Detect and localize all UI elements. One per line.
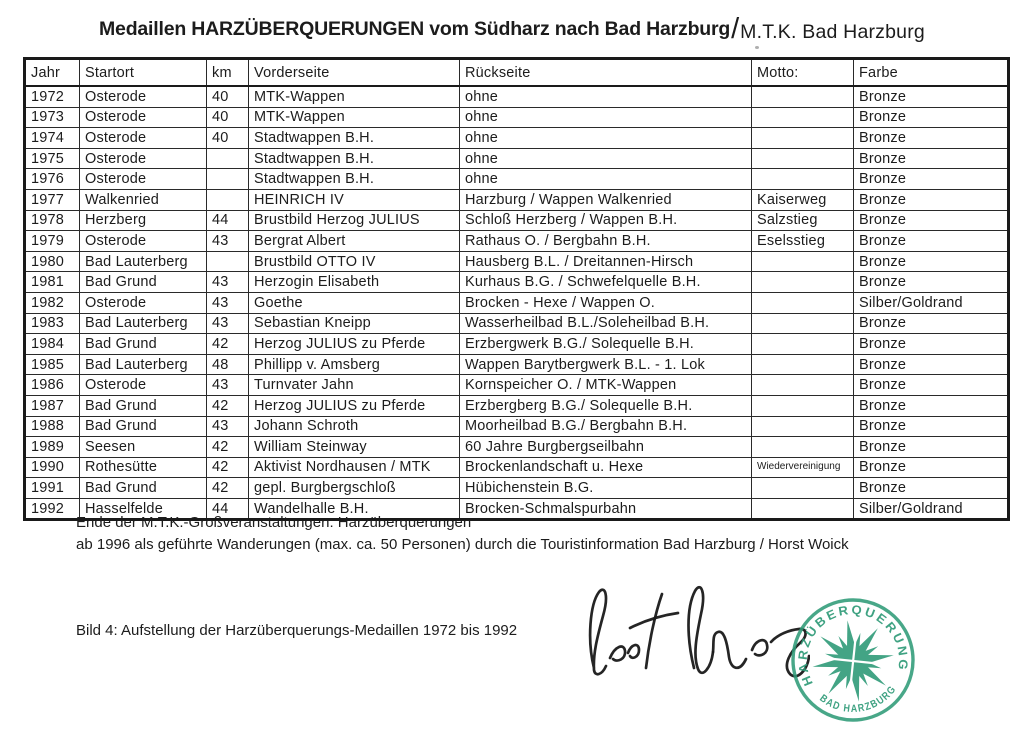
cell-motto: [752, 169, 854, 190]
cell-farbe: Bronze: [854, 210, 1009, 231]
cell-rueckseite: Rathaus O. / Bergbahn B.H.: [460, 231, 752, 252]
table-row: [25, 107, 1009, 128]
cell-farbe: Bronze: [854, 375, 1009, 396]
cell-motto: [752, 313, 854, 334]
cell-vorderseite: HEINRICH IV: [249, 189, 460, 210]
cell-startort: Osterode: [80, 86, 207, 107]
page-title-main: Medaillen HARZÜBERQUERUNGEN vom Südharz nach Bad Harzburg: [99, 18, 731, 40]
cell-vorderseite: Phillipp v. Amsberg: [249, 354, 460, 375]
cell-startort: Rothesütte: [80, 457, 207, 478]
cell-jahr: 1977: [25, 189, 80, 210]
cell-vorderseite: Stadtwappen B.H.: [249, 169, 460, 190]
cell-km: 40: [207, 107, 249, 128]
cell-km: 42: [207, 457, 249, 478]
cell-farbe: Bronze: [854, 395, 1009, 416]
cell-motto: [752, 292, 854, 313]
cell-startort: Osterode: [80, 128, 207, 149]
cell-jahr: 1982: [25, 292, 80, 313]
table-row: [25, 416, 1009, 437]
cell-vorderseite: Herzog JULIUS zu Pferde: [249, 334, 460, 355]
scan-artifact-dot: [755, 46, 759, 49]
cell-motto: Wiedervereinigung: [752, 457, 854, 478]
table-row: [25, 313, 1009, 334]
cell-jahr: 1974: [25, 128, 80, 149]
cell-motto: [752, 437, 854, 458]
cell-km: 43: [207, 416, 249, 437]
signature-stroke: [689, 587, 714, 673]
cell-rueckseite: ohne: [460, 169, 752, 190]
table-row: [25, 189, 1009, 210]
cell-motto: [752, 375, 854, 396]
cell-jahr: 1992: [25, 498, 80, 520]
cell-vorderseite: Herzogin Elisabeth: [249, 272, 460, 293]
table-row: [25, 375, 1009, 396]
stamp-bottom-text: BAD HARZBURG: [817, 682, 900, 716]
cell-motto: [752, 107, 854, 128]
cell-motto: [752, 251, 854, 272]
col-header-jahr: Jahr: [25, 59, 80, 87]
cell-vorderseite: Brustbild OTTO IV: [249, 251, 460, 272]
medal-table-header: [25, 59, 1009, 87]
cell-jahr: 1985: [25, 354, 80, 375]
cell-km: 43: [207, 272, 249, 293]
table-row: [25, 86, 1009, 107]
cell-startort: Osterode: [80, 148, 207, 169]
cell-vorderseite: Brustbild Herzog JULIUS: [249, 210, 460, 231]
col-header-rueckseite: Rückseite: [460, 59, 752, 87]
cell-jahr: 1990: [25, 457, 80, 478]
cell-km: 42: [207, 395, 249, 416]
cell-vorderseite: gepl. Burgbergschloß: [249, 478, 460, 499]
col-header-motto: Motto:: [752, 59, 854, 87]
note-line-1: Ende der M.T.K.-Großveranstaltungen: Harzüberquerungen: [76, 514, 472, 531]
cell-km: 44: [207, 210, 249, 231]
cell-startort: Bad Grund: [80, 395, 207, 416]
cell-farbe: Bronze: [854, 437, 1009, 458]
page-title: [0, 10, 1024, 43]
cell-vorderseite: Bergrat Albert: [249, 231, 460, 252]
table-row: [25, 272, 1009, 293]
cell-rueckseite: Hübichenstein B.G.: [460, 478, 752, 499]
cell-farbe: Bronze: [854, 416, 1009, 437]
cell-startort: Bad Grund: [80, 416, 207, 437]
cell-motto: Salzstieg: [752, 210, 854, 231]
signature-stroke: [610, 645, 639, 661]
cell-farbe: Bronze: [854, 457, 1009, 478]
cell-vorderseite: Sebastian Kneipp: [249, 313, 460, 334]
table-row: [25, 231, 1009, 252]
cell-rueckseite: Harzburg / Wappen Walkenried: [460, 189, 752, 210]
cell-startort: Seesen: [80, 437, 207, 458]
cell-rueckseite: Moorheilbad B.G./ Bergbahn B.H.: [460, 416, 752, 437]
cell-vorderseite: MTK-Wappen: [249, 107, 460, 128]
cell-rueckseite: ohne: [460, 86, 752, 107]
cell-motto: [752, 86, 854, 107]
cell-startort: Walkenried: [80, 189, 207, 210]
cell-motto: [752, 272, 854, 293]
table-row: [25, 210, 1009, 231]
cell-km: [207, 148, 249, 169]
cell-rueckseite: Kornspeicher O. / MTK-Wappen: [460, 375, 752, 396]
cell-rueckseite: ohne: [460, 128, 752, 149]
cell-motto: Eselsstieg: [752, 231, 854, 252]
table-row: [25, 478, 1009, 499]
cell-vorderseite: Turnvater Jahn: [249, 375, 460, 396]
cell-motto: [752, 334, 854, 355]
cell-jahr: 1987: [25, 395, 80, 416]
cell-rueckseite: Brocken - Hexe / Wappen O.: [460, 292, 752, 313]
signature-stroke: [713, 632, 746, 668]
cell-jahr: 1978: [25, 210, 80, 231]
cell-jahr: 1986: [25, 375, 80, 396]
cell-farbe: Bronze: [854, 313, 1009, 334]
cell-jahr: 1972: [25, 86, 80, 107]
cell-jahr: 1983: [25, 313, 80, 334]
page-title-slash: /: [731, 13, 740, 45]
col-header-startort: Startort: [80, 59, 207, 87]
round-stamp: [787, 594, 919, 726]
cell-vorderseite: Johann Schroth: [249, 416, 460, 437]
cell-jahr: 1981: [25, 272, 80, 293]
col-header-km: km: [207, 59, 249, 87]
cell-km: 40: [207, 86, 249, 107]
cell-motto: [752, 148, 854, 169]
cell-farbe: Bronze: [854, 272, 1009, 293]
cell-farbe: Silber/Goldrand: [854, 498, 1009, 520]
cell-farbe: Bronze: [854, 189, 1009, 210]
cell-vorderseite: Herzog JULIUS zu Pferde: [249, 395, 460, 416]
cell-motto: [752, 395, 854, 416]
cell-farbe: Bronze: [854, 231, 1009, 252]
cell-startort: Bad Grund: [80, 478, 207, 499]
cell-vorderseite: Stadtwappen B.H.: [249, 128, 460, 149]
cell-startort: Osterode: [80, 107, 207, 128]
col-header-farbe: Farbe: [854, 59, 1009, 87]
cell-km: 43: [207, 313, 249, 334]
cell-startort: Bad Grund: [80, 334, 207, 355]
cell-km: 42: [207, 334, 249, 355]
table-row: [25, 251, 1009, 272]
cell-km: 43: [207, 231, 249, 252]
cell-jahr: 1979: [25, 231, 80, 252]
cell-rueckseite: Wasserheilbad B.L./Soleheilbad B.H.: [460, 313, 752, 334]
cell-motto: [752, 478, 854, 499]
cell-rueckseite: Kurhaus B.G. / Schwefelquelle B.H.: [460, 272, 752, 293]
figure-caption: Bild 4: Aufstellung der Harzüberquerungs-Medaillen 1972 bis 1992: [76, 622, 518, 639]
cell-vorderseite: William Steinway: [249, 437, 460, 458]
cell-jahr: 1988: [25, 416, 80, 437]
cell-startort: Bad Grund: [80, 272, 207, 293]
signature-stroke: [590, 590, 606, 674]
note-line-2: ab 1996 als geführte Wanderungen (max. ca. 50 Personen) durch die Touristinformation Bad Harzburg / Horst Woick: [76, 535, 849, 553]
cell-km: 48: [207, 354, 249, 375]
cell-startort: Herzberg: [80, 210, 207, 231]
cell-jahr: 1980: [25, 251, 80, 272]
table-row: [25, 457, 1009, 478]
cell-startort: Osterode: [80, 292, 207, 313]
cell-farbe: Bronze: [854, 334, 1009, 355]
cell-rueckseite: Wappen Barytbergwerk B.L. - 1. Lok: [460, 354, 752, 375]
cell-startort: Osterode: [80, 169, 207, 190]
cell-km: 44: [207, 498, 249, 520]
cell-farbe: Bronze: [854, 354, 1009, 375]
cell-farbe: Bronze: [854, 478, 1009, 499]
cell-km: [207, 251, 249, 272]
cell-rueckseite: Erzbergwerk B.G./ Solequelle B.H.: [460, 334, 752, 355]
cell-km: [207, 189, 249, 210]
table-row: [25, 395, 1009, 416]
handwritten-signature: [570, 580, 810, 690]
cell-rueckseite: Schloß Herzberg / Wappen B.H.: [460, 210, 752, 231]
cell-vorderseite: MTK-Wappen: [249, 86, 460, 107]
cell-motto: [752, 416, 854, 437]
medal-table-body: [25, 86, 1009, 520]
cell-jahr: 1989: [25, 437, 80, 458]
cell-farbe: Bronze: [854, 148, 1009, 169]
medal-table: [23, 57, 1010, 521]
cell-motto: [752, 128, 854, 149]
cell-farbe: Bronze: [854, 251, 1009, 272]
cell-km: 43: [207, 375, 249, 396]
header-row: [25, 59, 1009, 87]
cell-vorderseite: Stadtwappen B.H.: [249, 148, 460, 169]
table-row: [25, 334, 1009, 355]
col-header-vorderseite: Vorderseite: [249, 59, 460, 87]
cell-startort: Osterode: [80, 375, 207, 396]
cell-km: [207, 169, 249, 190]
page-title-suffix: M.T.K. Bad Harzburg: [740, 21, 925, 43]
cell-km: 42: [207, 437, 249, 458]
cell-jahr: 1973: [25, 107, 80, 128]
cell-rueckseite: ohne: [460, 148, 752, 169]
table-row: [25, 128, 1009, 149]
cell-rueckseite: ohne: [460, 107, 752, 128]
footer-notes: [76, 512, 849, 555]
cell-rueckseite: 60 Jahre Burgbergseilbahn: [460, 437, 752, 458]
signature-stroke: [752, 640, 767, 655]
table-row: [25, 437, 1009, 458]
cell-farbe: Bronze: [854, 128, 1009, 149]
cell-km: 42: [207, 478, 249, 499]
stamp-top-text: HARZÜBERQUERUNG: [795, 602, 911, 688]
cell-startort: Bad Lauterberg: [80, 354, 207, 375]
cell-jahr: 1991: [25, 478, 80, 499]
cell-startort: Bad Lauterberg: [80, 313, 207, 334]
cell-jahr: 1976: [25, 169, 80, 190]
table-row: [25, 148, 1009, 169]
cell-vorderseite: Aktivist Nordhausen / MTK: [249, 457, 460, 478]
cell-farbe: Bronze: [854, 107, 1009, 128]
cell-farbe: Bronze: [854, 86, 1009, 107]
cell-startort: Hasselfelde: [80, 498, 207, 520]
cell-motto: [752, 354, 854, 375]
cell-rueckseite: Brockenlandschaft u. Hexe: [460, 457, 752, 478]
cell-km: 40: [207, 128, 249, 149]
cell-vorderseite: Wandelhalle B.H.: [249, 498, 460, 520]
cell-vorderseite: Goethe: [249, 292, 460, 313]
cell-jahr: 1984: [25, 334, 80, 355]
cell-rueckseite: Erzbergberg B.G./ Solequelle B.H.: [460, 395, 752, 416]
cell-motto: Kaiserweg: [752, 189, 854, 210]
signature-stroke: [646, 594, 662, 668]
cell-km: 43: [207, 292, 249, 313]
table-row: [25, 169, 1009, 190]
table-row: [25, 354, 1009, 375]
cell-startort: Osterode: [80, 231, 207, 252]
cell-farbe: Bronze: [854, 169, 1009, 190]
cell-rueckseite: Hausberg B.L. / Dreitannen-Hirsch: [460, 251, 752, 272]
cell-startort: Bad Lauterberg: [80, 251, 207, 272]
cell-jahr: 1975: [25, 148, 80, 169]
cell-rueckseite: Brocken-Schmalspurbahn: [460, 498, 752, 520]
cell-farbe: Silber/Goldrand: [854, 292, 1009, 313]
table-row: [25, 292, 1009, 313]
